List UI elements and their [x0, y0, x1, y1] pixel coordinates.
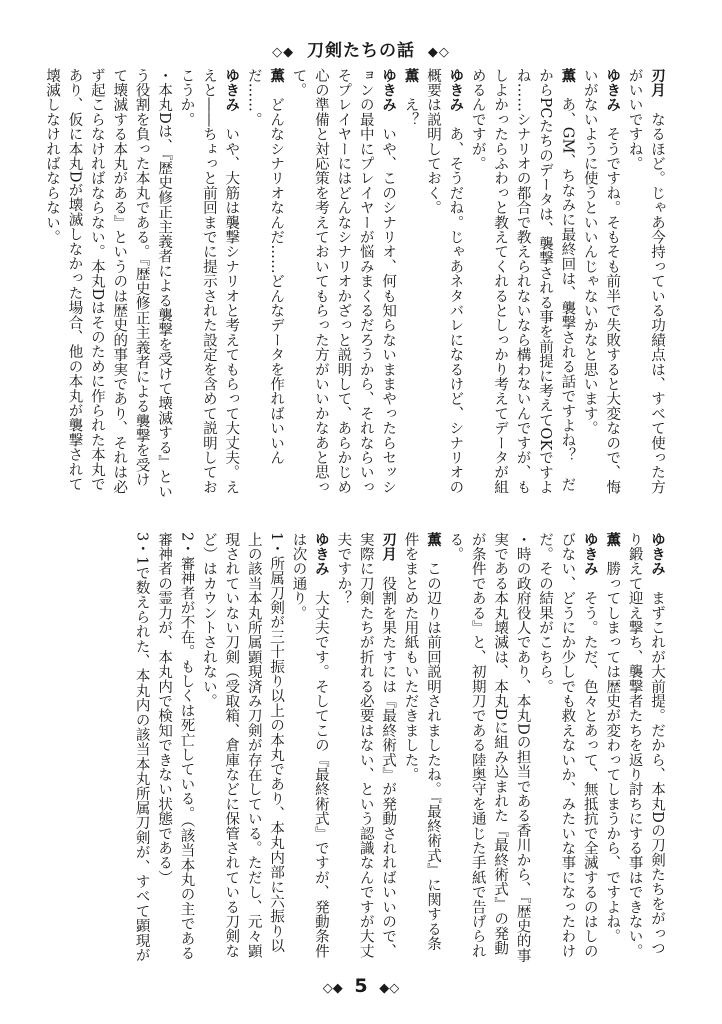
paragraph [41, 68, 175, 500]
dialogue-text: いや、このシナリオ、何も知らないままやったらセッションの最中にプレイヤーが悩みまくるだろうから、それならいっそプレイヤーにはどんなシナリオかざっと説明して、あらかじめ心の準備と対応策を考えておいてもらった方がいいかなあと思って。 [290, 68, 397, 495]
narration-text: 3・1で数えられた、本丸内の該当本丸所属刀剣が、すべて顕現が [133, 532, 150, 963]
paragraph [444, 532, 534, 964]
dialogue-text: あ、GM、ちなみに最終回は、襲撃される話ですよね？ だからPCたちのデータは、襲撃される事を前提に考えてOKですよね……シナリオの都合で教えられないなら構わないんですが、もしよかったらふわっと教えてくれるとしっかり考えてデータが組めるんですが。 [469, 68, 576, 495]
speaker-name: 刃月 [380, 532, 397, 562]
top-text-column [44, 68, 668, 500]
paragraph [422, 68, 467, 500]
speaker-name: ゆきみ [223, 68, 240, 113]
paragraph [332, 532, 399, 964]
paragraph [130, 532, 152, 964]
dialogue-text: まずこれが大前提。だから、本丸Dの刀剣たちをがっつり鍛えて迎え撃ち、襲撃者たちを返り討ちにする事はできない。 [626, 532, 665, 959]
paragraph [175, 68, 242, 500]
paragraph [399, 68, 421, 500]
speaker-name: 刃月 [649, 68, 665, 98]
paragraph [623, 532, 668, 964]
paragraph [287, 532, 332, 964]
paragraph [466, 68, 578, 500]
paragraph [197, 532, 287, 964]
page-number: 5 [354, 975, 368, 997]
dialogue-text: 大丈夫です。そしてこの『最終術式』ですが、発動条件は次の通り。 [290, 532, 329, 959]
speaker-name: 薫 [424, 532, 441, 547]
paragraph [287, 68, 399, 500]
footer-ornament-left: ◇◆ [322, 981, 343, 996]
page-header [0, 36, 722, 61]
dialogue-text: なるほど。じゃあ今持っている功績点は、すべて使った方がいいですね。 [626, 68, 665, 495]
dialogue-text: 役割を果たすには『最終術式』が発動されればいいので、実際に刀剣たちが折れる必要はない、という認識なんですが大丈夫ですか？ [335, 532, 397, 959]
page-footer [0, 975, 722, 997]
paragraph [399, 532, 444, 964]
speaker-name: 薫 [402, 68, 419, 83]
speaker-name: ゆきみ [649, 532, 665, 577]
page-title: 刀剣たちの話 [307, 41, 415, 61]
footer-ornament-right: ◆◇ [379, 981, 400, 996]
header-ornament-right: ◆◇ [427, 45, 450, 60]
paragraph [534, 532, 601, 964]
dialogue-text: この辺りは前回説明されましたね。『最終術式』に関する条件をまとめた用紙もいただきました。 [402, 532, 441, 952]
narration-text: ・本丸Dは、『歴史修正主義者による襲撃を受けて壊滅する』という役割を負った本丸である。『歴史修正主義者による襲撃を受けて壊滅する本丸がある』というのは歴史的事実であり、それは必ず起こらなければならない。本丸Dはそのために作られた本丸であり、仮に本丸Dが壊滅しなかった場合、他の本丸が襲撃されて壊滅しなければならない。 [44, 68, 173, 499]
paragraph [601, 532, 623, 964]
dialogue-text: え？ [402, 97, 419, 127]
speaker-name: ゆきみ [312, 532, 329, 577]
paragraph [242, 68, 287, 500]
paragraph [153, 532, 198, 964]
dialogue-text: どんなシナリオなんだ……どんなデータを作ればいいんだ……。 [245, 68, 285, 465]
dialogue-text: 勝ってしまっては歴史が変わってしまうから、ですよね。 [604, 561, 621, 944]
header-ornament-left: ◇◆ [272, 45, 295, 60]
dialogue-text: あ、そうだね。じゃあネタバレになるけど、シナリオの概要は説明しておく。 [424, 68, 464, 495]
narration-text: 1・所属刀剣が三十振り以上の本丸であり、本丸内部に六振り以上の該当本丸所属顕現済み刀剣が存在している。ただし、元々顕現されていない刀剣（受取箱、倉庫などに保管されている刀剣など）はカウントされない。 [200, 532, 285, 959]
speaker-name: ゆきみ [604, 68, 621, 113]
paragraph [623, 68, 668, 500]
speaker-name: ゆきみ [447, 68, 464, 113]
dialogue-text: いや、大筋は襲撃シナリオと考えてもらって大丈夫。ええと――ちょっと前回までに提示された設定を含めて説明しておこうか。 [178, 68, 240, 495]
bottom-text-column [56, 532, 668, 964]
narration-text: 2・審神者が不在。もしくは死亡している。（該当本丸の主である審神者の霊力が、本丸内で検知できない状態である） [156, 532, 195, 961]
dialogue-text: そう。ただ、色々とあって、無抵抗で全滅するのはしのびない、どうにか少しでも救えないか、みたいな事になったわけだ。その結果がこちら。 [536, 532, 598, 959]
dialogue-text: そうですね。そもそも前半で失敗すると大変なので、悔いがないように使うといいんじゃないかなと思います。 [581, 68, 621, 495]
speaker-name: 薫 [559, 68, 576, 83]
paragraph [578, 68, 623, 500]
speaker-name: ゆきみ [380, 68, 397, 113]
narration-text: ・時の政府役人であり、本丸Dの担当である香川から、『歴史的事実である本丸壊滅は、本丸Dに組み込まれた『最終術式』の発動が条件である』と、初期刀である陸奥守を通じた手紙で告げられる。 [447, 532, 531, 963]
speaker-name: 薫 [604, 532, 621, 547]
speaker-name: ゆきみ [581, 532, 598, 577]
speaker-name: 薫 [268, 68, 285, 83]
